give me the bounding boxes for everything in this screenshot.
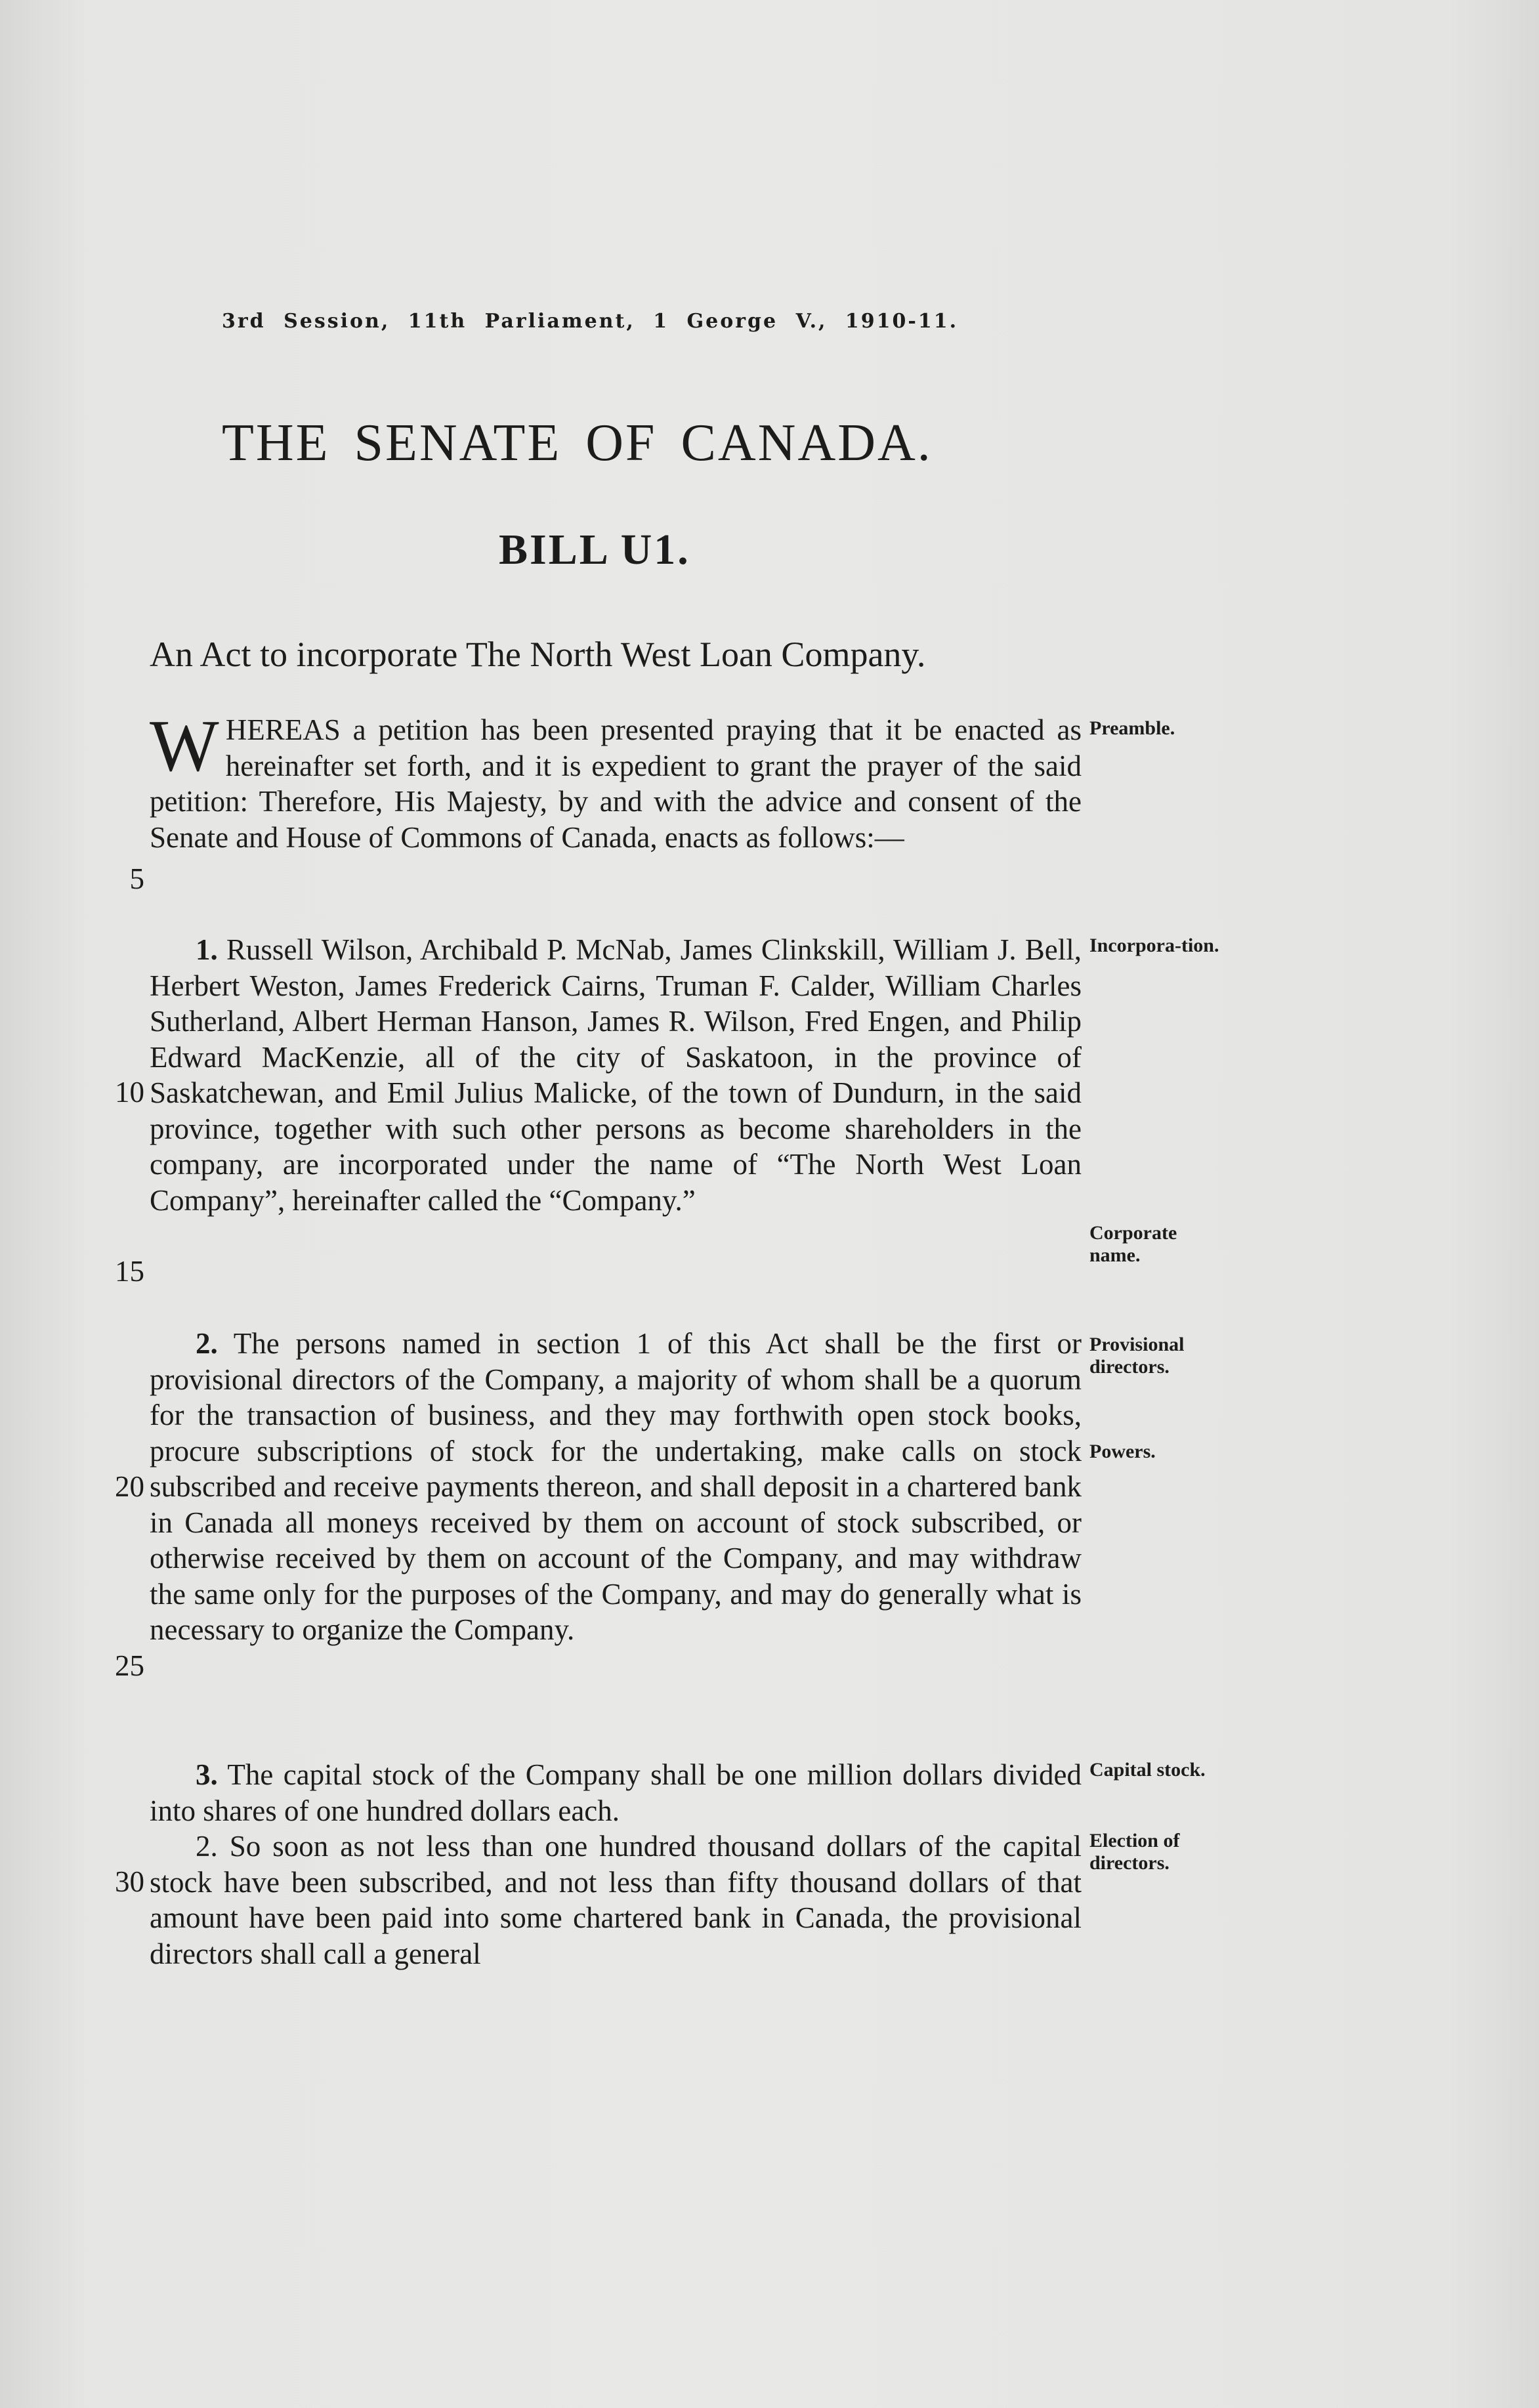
section-1 [150,932,1082,1218]
bill-number: BILL U1. [499,526,690,574]
section-2 [150,1326,1082,1648]
section-text: Russell Wilson, Archibald P. McNab, James Clinkskill, William J. Bell, Herbert Weston, James Frederick Cairns, Truman F. Calder, William Charles Sutherland, Albert Herman Hanson, James R. Wilson, Fred Engen, and Philip Edward MacKenzie, all of the city of Saskatoon, in the province of Saskatchewan, and Emil Julius Malicke, of the town of Dundurn, in the said province, together with such other persons as become shareholders in the company, are incorporated under the name of “The North West Loan Company”, hereinafter called the “Company.” [150,933,1082,1217]
line-number: 15 [115,1255,144,1288]
line-number: 5 [129,862,144,895]
margin-note-capital-stock: Capital stock. [1089,1759,1206,1781]
margin-note-incorporation: Incorpora-tion. [1089,935,1219,956]
section-text: The capital stock of the Company shall be one million dollars divided into shares of one hundred dollars each. [150,1758,1082,1827]
subsection-2 [150,1828,1082,1972]
line-number: 20 [115,1470,144,1503]
act-title: An Act to incorporate The North West Loan Company. [150,635,926,674]
line-number: 30 [115,1865,144,1898]
section-3 [150,1757,1082,1828]
subsection-number: 2. [196,1830,218,1863]
preamble [150,706,1082,855]
section-number: 3. [196,1758,218,1791]
subsection-text: So soon as not less than one hundred thousand dollars of the capital stock have been subscribed, and not less than fifty thousand dollars of that amount have been paid into some chartered bank in Canada, the provisional directors shall call a general [150,1830,1082,1970]
margin-note-powers: Powers. [1089,1441,1156,1462]
section-text: The persons named in section 1 of this Act shall be the first or provisional directors of the Company, a majority of whom shall be a quorum for the transaction of business, and they may forthwith open stock books, procure subscriptions of stock for the undertaking, make calls on stock subscribed and receive payments thereon, and shall deposit in a chartered bank in Canada all moneys received by them on account of stock subscribed, or otherwise received by them on account of the Company, and may withdraw the same only for the purposes of the Company, and may do generally what is necessary to organize the Company. [150,1327,1082,1646]
section-number: 1. [196,933,218,966]
preamble-dropcap: W [150,706,219,787]
page-title: THE SENATE OF CANADA. [222,414,933,472]
session-header: 3rd Session, 11th Parliament, 1 George V., 1910-11. [222,310,959,333]
line-number: 10 [115,1076,144,1109]
line-number: 25 [115,1649,144,1682]
margin-note-provisional-directors: Provisional directors. [1089,1334,1185,1378]
margin-note-corporate-name: Corporate name. [1089,1222,1177,1266]
section-number: 2. [196,1327,218,1360]
margin-note-preamble: Preamble. [1089,717,1175,739]
margin-note-election-of-directors: Election of directors. [1089,1830,1180,1874]
preamble-text: HEREAS a petition has been presented praying that it be enacted as hereinafter set forth, and it is expedient to grant the prayer of the said petition: Therefore, His Majesty, by and with the advice and consent of the Senate and House of Commons of Canada, enacts as follows:— [150,713,1082,854]
